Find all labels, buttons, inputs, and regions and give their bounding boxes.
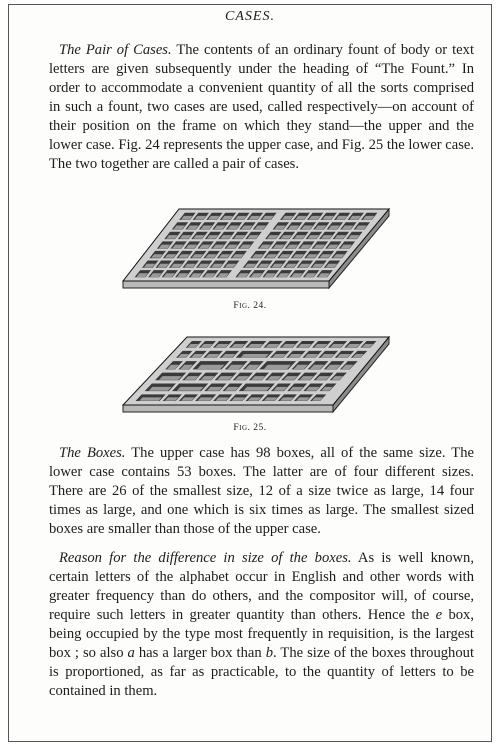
paragraph-body: box, being occupied by the type most frequently in requisition, is the largest box ; so also <box>49 607 474 661</box>
paragraph-body: has a larger box than <box>134 645 266 661</box>
paragraph-pair-of-cases <box>49 41 474 174</box>
paragraph-lead: Reason for the difference in size of the boxes. <box>59 550 352 566</box>
paragraph-body: The contents of an ordinary fount of body or text letters are given subsequently under the heading of “The Fount.” In order to accommodate a convenient quantity of all the sorts comprised in such a fount, two cases are used, called respectively—on account of their position on the frame on which they stand—the upper and the lower case. Fig. 24 represents the upper case, and Fig. 25 the lower case. The two together are called a pair of cases. <box>49 42 475 172</box>
paragraph-body: . The size of the boxes throughout is proportioned, as far as practicable, to the quantity of letters to be contained in them. <box>49 645 474 699</box>
paragraph-reason <box>49 549 474 701</box>
running-head: CASES. <box>225 9 275 24</box>
paragraph-body: As is well known, certain letters of the alphabet occur in English and other words with greater frequency than do others, and the compositor will, of course, require such letters in greater quantity than others. Hence the <box>49 550 474 623</box>
figure-24-caption: Fig. 24. <box>233 301 267 311</box>
paragraph-lead: The Pair of Cases. <box>59 42 172 58</box>
lower-case-illustration <box>117 333 397 419</box>
paragraph-boxes <box>49 444 474 539</box>
letter-a: a <box>127 645 135 661</box>
letter-e: e <box>435 607 443 623</box>
paragraph-body: The upper case has 98 boxes, all of the same size. The lower case contains 53 boxes. The latter are of four different sizes. There are 26 of the smallest size, 12 of a size twice as large, 14 four times as large, and one which is six times as large. The smallest sized boxes are smaller than those of the upper case. <box>49 445 474 537</box>
book-page <box>8 4 492 742</box>
paragraph-lead: The Boxes. <box>59 445 126 461</box>
figure-25-caption: Fig. 25. <box>233 423 267 433</box>
letter-b: b <box>265 645 273 661</box>
upper-case-illustration <box>117 203 397 295</box>
